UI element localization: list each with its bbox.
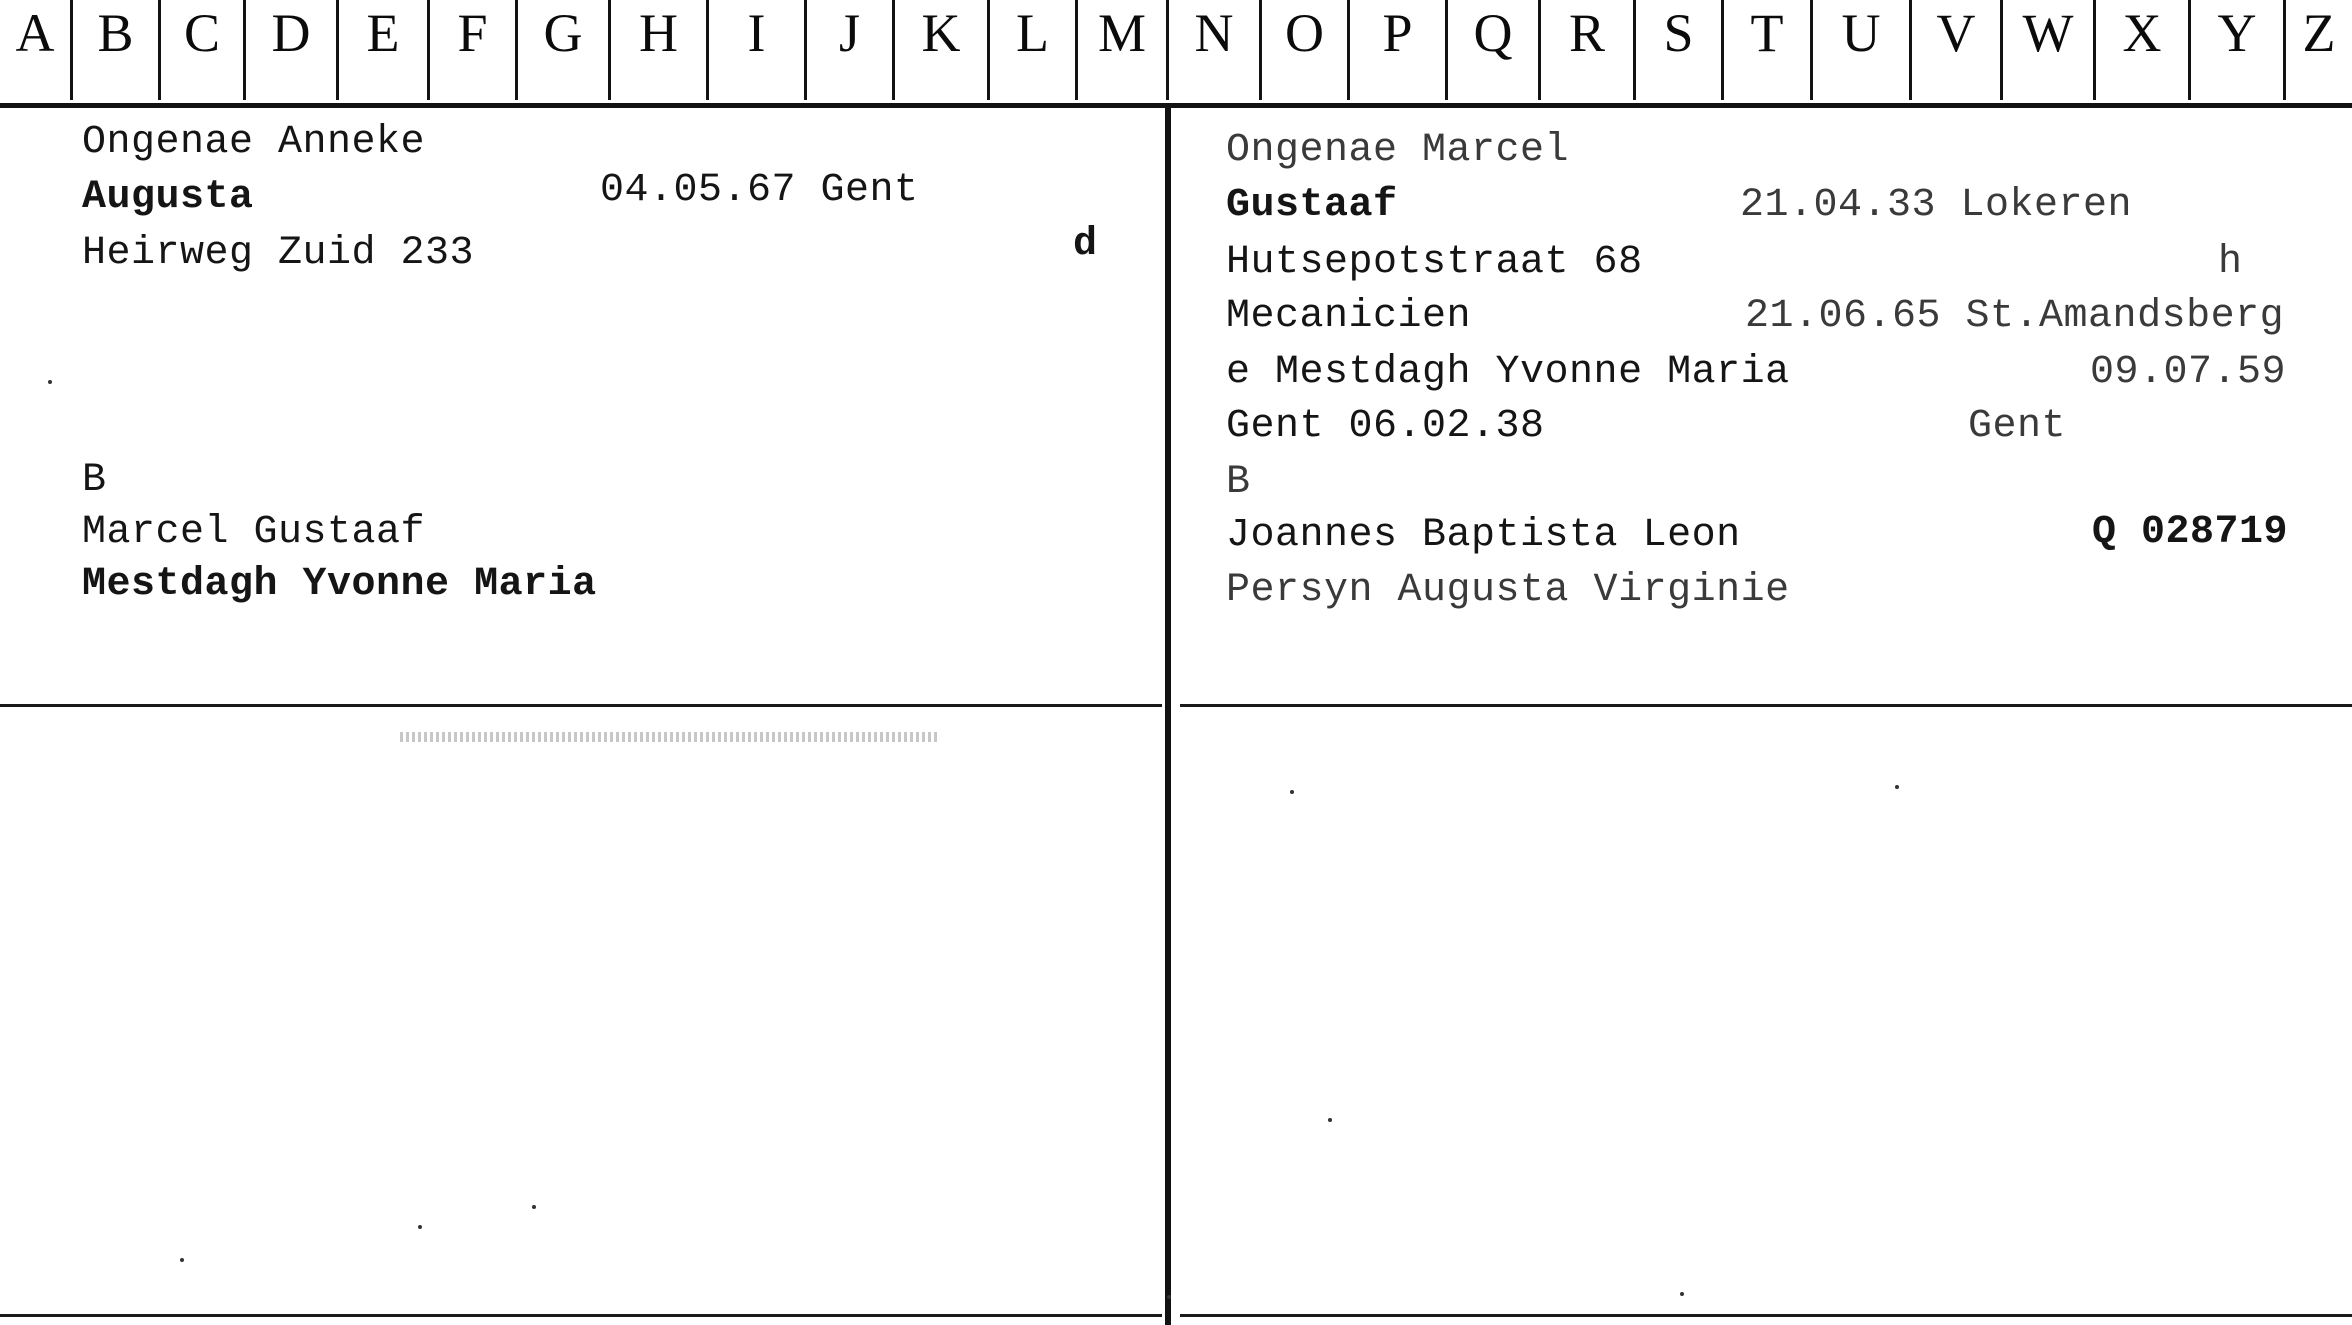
index-letter-h[interactable]: H (639, 3, 678, 63)
right-card-number: Q 028719 (2092, 510, 2289, 555)
right-father: Joannes Baptista Leon (1226, 513, 1741, 558)
scan-speck (532, 1205, 536, 1209)
right-spouse-place: Gent (1968, 404, 2067, 449)
index-letter-m[interactable]: M (1097, 3, 1146, 63)
index-letter-i[interactable]: I (747, 3, 766, 63)
index-letter-c[interactable]: C (183, 3, 221, 63)
right-lower-card-bottom-rule (1180, 1314, 2352, 1317)
right-birth-date-place: 21.04.33 Lokeren (1740, 183, 2133, 228)
right-code: h (2218, 240, 2243, 285)
right-spouse-birth: Gent 06.02.38 (1226, 404, 1545, 449)
scan-speck (48, 380, 52, 384)
header-rule (0, 103, 2352, 108)
center-divider (1165, 104, 1171, 1325)
scan-speck (418, 1225, 422, 1229)
alphabet-index-bar (0, 0, 2352, 104)
right-occupation: Mecanicien (1226, 294, 1472, 339)
left-father: Marcel Gustaaf (82, 510, 426, 555)
left-code: d (1073, 222, 1098, 267)
index-letter-j[interactable]: J (838, 3, 860, 63)
right-spouse-date: 09.07.59 (2090, 350, 2287, 395)
scan-speck (1167, 1295, 1171, 1299)
index-letter-q[interactable]: Q (1473, 3, 1513, 63)
index-letter-v[interactable]: V (1936, 3, 1976, 63)
scan-speck (1895, 785, 1899, 789)
index-letter-k[interactable]: K (921, 3, 961, 63)
left-lower-card-bottom-rule (0, 1314, 1162, 1317)
index-letter-z[interactable]: Z (2302, 3, 2336, 63)
index-letter-y[interactable]: Y (2217, 3, 2257, 63)
index-letter-p[interactable]: P (1382, 3, 1413, 63)
right-marker: B (1226, 460, 1251, 505)
scan-smudge (400, 732, 940, 742)
left-marker: B (82, 458, 107, 503)
index-letter-a[interactable]: A (15, 3, 55, 63)
index-letter-b[interactable]: B (97, 3, 134, 63)
index-letter-s[interactable]: S (1663, 3, 1694, 63)
scan-speck (1328, 1118, 1332, 1122)
index-letter-o[interactable]: O (1285, 3, 1324, 63)
right-surname-given: Ongenae Marcel (1226, 128, 1570, 173)
index-letter-e[interactable]: E (366, 3, 400, 63)
scan-speck (180, 1258, 184, 1262)
scan-speck (1290, 790, 1294, 794)
index-letter-d[interactable]: D (271, 3, 311, 63)
index-letter-f[interactable]: F (457, 3, 488, 63)
index-letter-u[interactable]: U (1841, 3, 1881, 63)
index-letter-x[interactable]: X (2122, 3, 2162, 63)
left-address: Heirweg Zuid 233 (82, 231, 475, 276)
left-surname-given: Ongenae Anneke (82, 120, 426, 165)
index-letter-w[interactable]: W (2022, 3, 2074, 63)
left-mother: Mestdagh Yvonne Maria (82, 562, 597, 607)
index-letter-g[interactable]: G (543, 3, 583, 63)
left-card-bottom-rule (0, 704, 1162, 707)
right-card-bottom-rule (1180, 704, 2352, 707)
right-date-place-2: 21.06.65 St.Amandsberg (1745, 294, 2285, 339)
right-mother: Persyn Augusta Virginie (1226, 568, 1790, 613)
scan-speck (1680, 1292, 1684, 1296)
right-spouse: e Mestdagh Yvonne Maria (1226, 350, 1790, 395)
index-letter-t[interactable]: T (1750, 3, 1784, 63)
right-second-name: Gustaaf (1226, 183, 1398, 228)
left-second-name: Augusta (82, 175, 254, 220)
index-letter-n[interactable]: N (1194, 3, 1234, 63)
index-letter-r[interactable]: R (1568, 3, 1606, 63)
left-birth-date-place: 04.05.67 Gent (600, 168, 919, 213)
index-letter-l[interactable]: L (1016, 3, 1049, 63)
right-address: Hutsepotstraat 68 (1226, 240, 1643, 285)
